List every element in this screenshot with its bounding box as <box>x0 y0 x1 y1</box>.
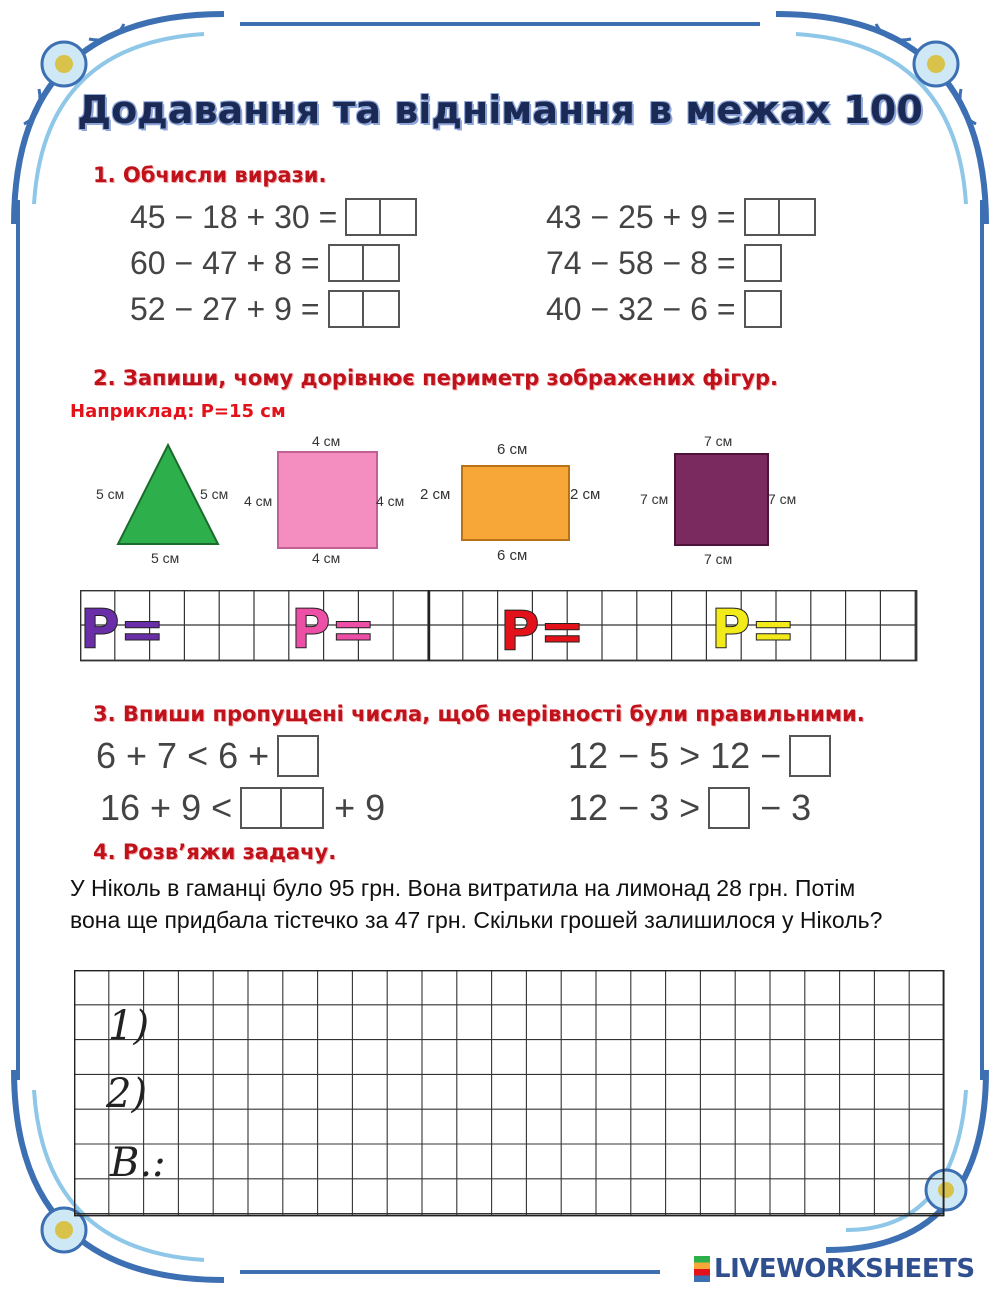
orange-rect-bottom: 6 см <box>497 547 528 564</box>
answer-label: В.: <box>110 1140 166 1186</box>
purple-square-left: 7 см <box>640 491 669 507</box>
task4-heading: 4. Розв’яжи задачу. <box>93 840 337 864</box>
triangle-bottom-side: 5 см <box>151 550 180 566</box>
answer-box[interactable] <box>328 244 400 282</box>
purple-square-shape <box>674 453 769 546</box>
frame-top-line <box>240 22 760 26</box>
step-1-label: 1) <box>108 1003 150 1049</box>
liveworksheets-logo <box>694 1254 975 1284</box>
inequality-1: 6 + 7 < 6 + <box>96 735 319 777</box>
task1-right-expr-2: 74 − 58 − 8 = <box>546 244 782 282</box>
pink-square-right: 4 см <box>376 493 405 509</box>
triangle-left-side: 5 см <box>96 486 125 502</box>
orange-rect-right: 2 см <box>570 486 601 503</box>
task2-heading: 2. Запиши, чому дорівнює периметр зображених фігур. <box>93 366 778 390</box>
task2-example: Наприклад: Р=15 см <box>70 401 286 422</box>
pink-square-left: 4 см <box>244 493 273 509</box>
liveworksheets-logo-icon <box>694 1256 710 1282</box>
task3-heading: 3. Впиши пропущені числа, щоб нерівності були правильними. <box>93 702 865 726</box>
answer-box[interactable] <box>744 198 816 236</box>
answer-box[interactable] <box>345 198 417 236</box>
frame-right-line <box>980 200 984 1080</box>
step-2-label: 2) <box>106 1071 148 1117</box>
task1-right-expr-3: 40 − 32 − 6 = <box>546 290 782 328</box>
task1-left-expr-3: 52 − 27 + 9 = <box>130 290 400 328</box>
missing-number-box[interactable] <box>789 735 831 777</box>
task1-left-expr-2: 60 − 47 + 8 = <box>130 244 400 282</box>
pink-square-top: 4 см <box>312 433 341 449</box>
solution-grid[interactable] <box>74 970 946 1218</box>
frame-bottom-line <box>240 1270 660 1274</box>
answer-box[interactable] <box>744 290 782 328</box>
pink-square-bottom: 4 см <box>312 550 341 566</box>
missing-number-box[interactable] <box>277 735 319 777</box>
task1-right-expr-1: 43 − 25 + 9 = <box>546 198 816 236</box>
pink-square-shape <box>277 451 378 549</box>
page-title: Додавання та віднімання в межах 100 <box>77 88 923 132</box>
purple-square-right: 7 см <box>768 491 797 507</box>
liveworksheets-brand-text: LIVEWORKSHEETS <box>714 1254 975 1284</box>
word-problem-text: У Ніколь в гаманці було 95 грн. Вона витратила на лимонад 28 грн. Потім вона ще придбала тістечко за 47 грн. Скільки грошей залишилося у Ніколь? <box>70 875 883 933</box>
p-label-purple-square: Р= <box>711 598 796 661</box>
orange-rectangle-shape <box>461 465 570 541</box>
task1-left-expr-1: 45 − 18 + 30 = <box>130 198 417 236</box>
missing-number-box[interactable] <box>708 787 750 829</box>
inequality-4: 12 − 3 > − 3 <box>568 787 812 828</box>
inequality-3: 16 + 9 < + 9 <box>100 787 386 828</box>
p-label-triangle: Р= <box>80 598 165 661</box>
p-label-pink-square: Р= <box>291 598 376 661</box>
answer-box[interactable] <box>328 290 400 328</box>
purple-square-top: 7 см <box>704 433 733 449</box>
triangle-right-side: 5 см <box>200 486 229 502</box>
inequality-2: 12 − 5 > 12 − <box>568 735 831 777</box>
missing-number-box[interactable] <box>240 787 324 829</box>
frame-left-line <box>16 200 20 1080</box>
answer-box[interactable] <box>744 244 782 282</box>
p-label-rectangle: Р= <box>500 600 585 663</box>
orange-rect-left: 2 см <box>420 486 451 503</box>
orange-rect-top: 6 см <box>497 441 528 458</box>
task1-heading: 1. Обчисли вирази. <box>93 163 327 187</box>
purple-square-bottom: 7 см <box>704 551 733 567</box>
